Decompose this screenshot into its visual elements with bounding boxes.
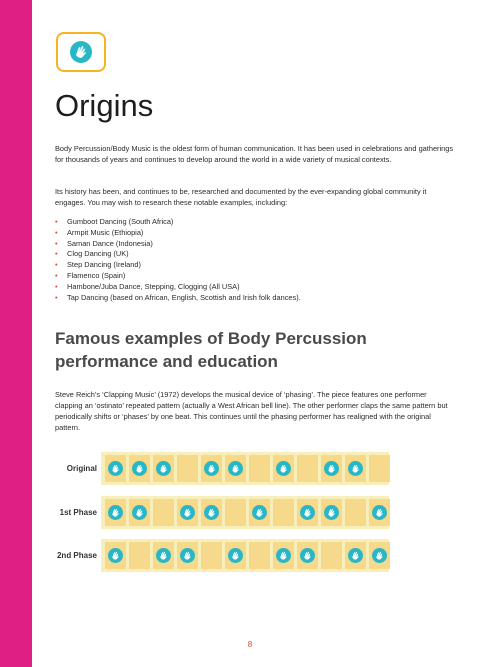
beat-cell-rest [225,499,246,526]
beat-cell-clap [297,499,318,526]
bullet-icon: • [55,270,58,280]
clapping-hands-icon [324,461,339,476]
clapping-hands-icon [324,505,339,520]
intro-paragraph: Body Percussion/Body Music is the oldest form of human communication. It has been used in celebrations and gatherings for thousands of years and continues to develop around the world in a wide variety of musical contexts. [55,144,454,164]
beat-cell-rest [177,455,198,482]
beat-cell-clap [153,542,174,569]
clapping-hands-icon [108,461,123,476]
pattern-row-original [101,452,389,485]
beat-cell-clap [273,455,294,482]
beat-cell-clap [129,499,150,526]
list-item: • Gumboot Dancing (South Africa) [55,217,174,226]
beat-cell-clap [273,542,294,569]
clapping-hands-icon [69,40,93,64]
examples-list [55,217,301,303]
clapping-hands-icon [252,505,267,520]
beat-cell-clap [249,499,270,526]
row-label-original: Original [66,464,97,473]
clapping-hands-icon [372,505,387,520]
beat-cell-clap [201,499,222,526]
clapping-hands-icon [108,548,123,563]
clapping-hands-icon [228,548,243,563]
clapping-hands-icon [228,461,243,476]
clapping-hands-icon [156,548,171,563]
beat-cell-clap [153,455,174,482]
beat-cell-rest [369,455,390,482]
beat-cell-clap [105,499,126,526]
beat-cell-clap [177,542,198,569]
clapping-hands-icon [348,548,363,563]
clapping-hands-icon [204,461,219,476]
list-item: • Flamenco (Spain) [55,270,126,280]
clapping-hands-icon [348,461,363,476]
bullet-icon: • [55,238,58,248]
page-number: 8 [247,640,253,649]
bullet-icon: • [55,260,58,270]
beat-cell-clap [105,542,126,569]
beat-cell-clap [369,499,390,526]
clapping-hands-icon [180,505,195,520]
list-item: • Step Dancing (Ireland) [55,260,141,270]
bullet-icon: • [55,292,58,302]
list-item: • Saman Dance (Indonesia) [55,238,153,248]
clapping-hands-icon [372,548,387,563]
clapping-hands-icon [132,461,147,476]
beat-cell-clap [201,455,222,482]
beat-cell-clap [321,499,342,526]
beat-cell-rest [249,455,270,482]
beat-cell-clap [345,455,366,482]
beat-cell-clap [225,455,246,482]
beat-cell-clap [369,542,390,569]
beat-cell-rest [345,499,366,526]
pattern-row-1st-phase [101,496,389,529]
list-item: • Tap Dancing (based on African, English, Scottish and Irish folk dances). [55,292,301,302]
beat-cell-rest [297,455,318,482]
bullet-icon: • [55,217,58,226]
bullet-icon: • [55,249,58,259]
clapping-hands-icon [108,505,123,520]
row-label-2nd-phase: 2nd Phase [56,551,97,560]
side-bar [0,0,32,667]
history-paragraph: Its history has been, and continues to be, researched and documented by the ever-expanding global community it engages. You may wish to research these notable examples, including: [55,187,427,207]
bullet-icon: • [55,227,58,237]
beat-cell-clap [177,499,198,526]
section-heading: Famous examples of Body Percussion performance and education [55,329,367,371]
beat-cell-clap [129,455,150,482]
beat-cell-rest [153,499,174,526]
beat-cell-rest [129,542,150,569]
clapping-hands-icon [276,548,291,563]
logo [56,32,106,72]
clapping-hands-icon [276,461,291,476]
row-label-1st-phase: 1st Phase [59,508,97,517]
list-item: • Armpit Music (Ethiopia) [55,227,144,237]
beat-cell-clap [321,455,342,482]
clapping-hands-icon [132,505,147,520]
clapping-hands-icon [156,461,171,476]
pattern-row-2nd-phase [101,539,389,572]
clapping-hands-icon [180,548,195,563]
list-item: • Clog Dancing (UK) [55,249,129,259]
beat-cell-rest [321,542,342,569]
beat-cell-clap [297,542,318,569]
clapping-hands-icon [300,505,315,520]
bullet-icon: • [55,281,58,291]
clapping-hands-icon [204,505,219,520]
beat-cell-clap [345,542,366,569]
clapping-hands-icon [300,548,315,563]
beat-cell-rest [201,542,222,569]
beat-cell-rest [273,499,294,526]
reich-paragraph: Steve Reich’s ‘Clapping Music’ (1972) develops the musical device of ‘phasing’. The piece features one performer clapping an ‘ostinato’ repeated pattern (actually a West African bell line). The other performer claps the same pattern but periodically shifts or ‘phases’ by one beat. This continues until the phasing performer has realigned with the original pattern. [55,390,448,432]
beat-cell-rest [249,542,270,569]
beat-cell-clap [105,455,126,482]
beat-cell-clap [225,542,246,569]
page-title: Origins [55,88,154,123]
list-item: • Hambone/Juba Dance, Stepping, Clogging (All USA) [55,281,240,291]
